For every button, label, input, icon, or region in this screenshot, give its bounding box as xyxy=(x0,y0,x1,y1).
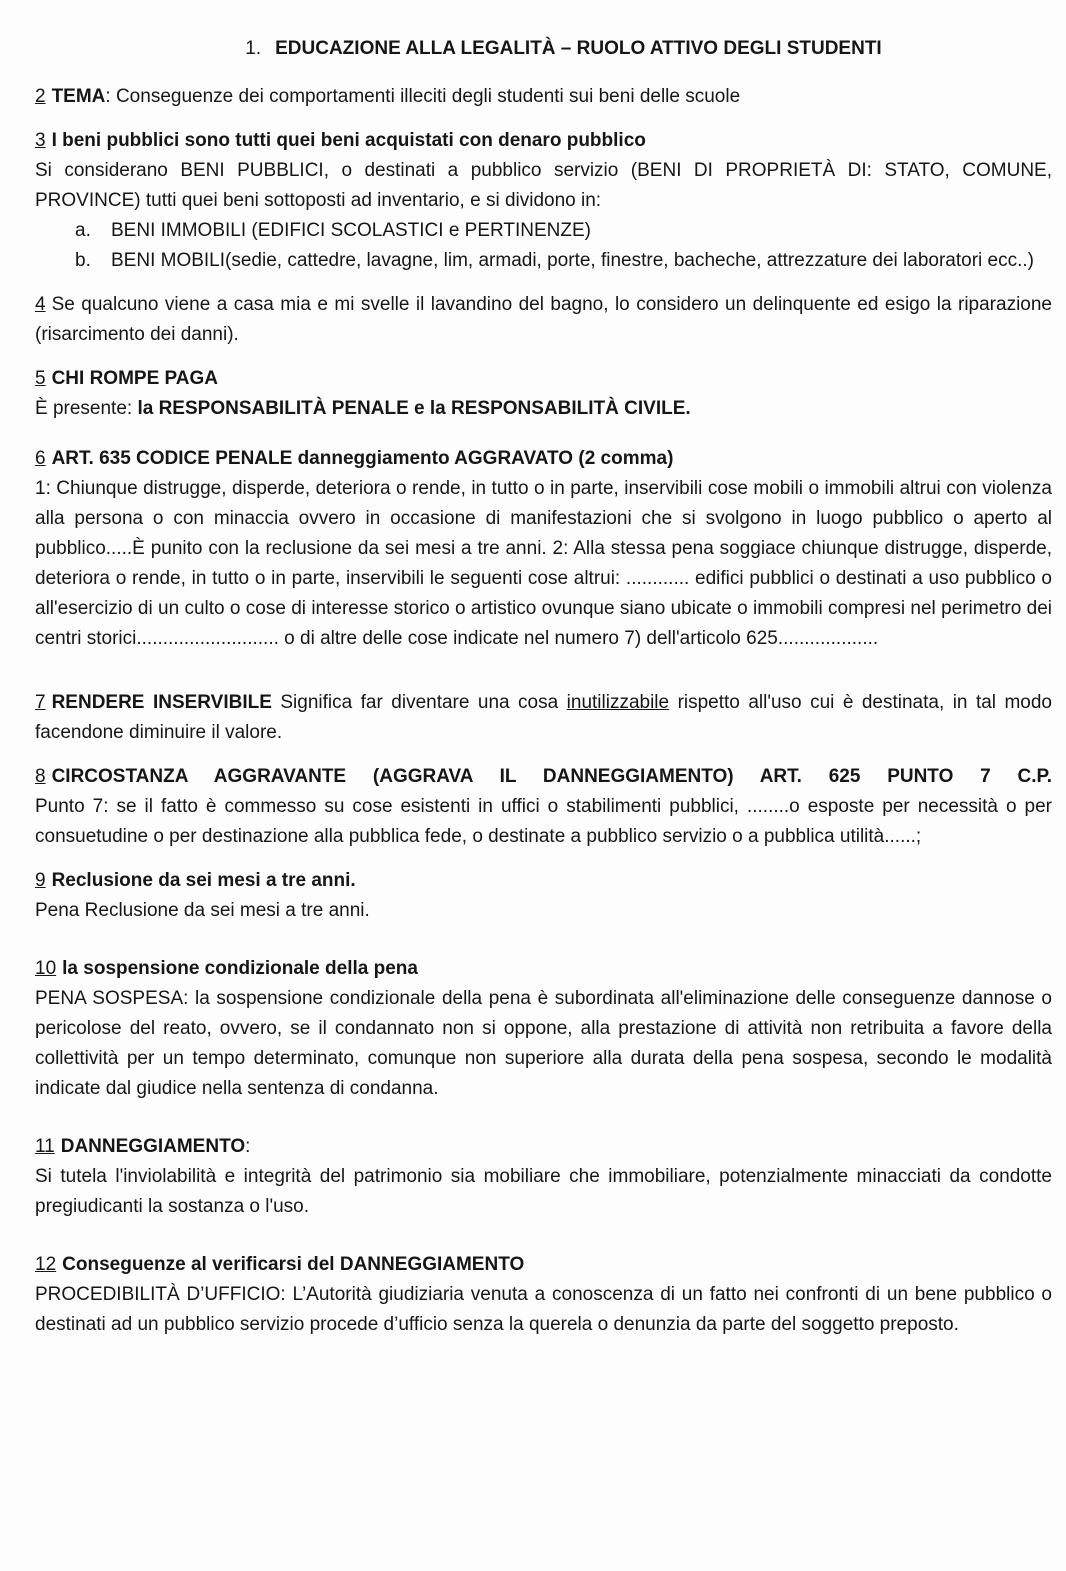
section-heading: Reclusione da sei mesi a tre anni. xyxy=(51,870,356,891)
section-heading: Conseguenze al verificarsi del DANNEGGIAMENTO xyxy=(62,1254,525,1275)
list-text: BENI MOBILI(sedie, cattedre, lavagne, lim, armadi, porte, finestre, bacheche, attrezzature dei laboratori ecc..) xyxy=(111,250,1034,271)
title-text: EDUCAZIONE ALLA LEGALITÀ – RUOLO ATTIVO DEGLI STUDENTI xyxy=(275,38,882,59)
section-9 xyxy=(35,866,1052,926)
section-text: Significa far diventare una cosa xyxy=(271,692,567,713)
section-12 xyxy=(35,1250,1052,1340)
heading-colon: : xyxy=(245,1136,251,1157)
section-body: PROCEDIBILITÀ D’UFFICIO: L’Autorità giudiziaria venuta a conoscenza di un fatto nei confronti di un bene pubblico o destinati ad un pubblico servizio procede d’ufficio senza la querela o denunzia da parte del soggetto preposto. xyxy=(35,1284,1052,1335)
section-body: Pena Reclusione da sei mesi a tre anni. xyxy=(35,900,370,921)
underlined-term: inutilizzabile xyxy=(566,692,670,713)
section-heading: CHI ROMPE PAGA xyxy=(51,368,219,389)
section-text: rispetto all'uso cui è destinata, in tal modo facendone diminuire il valore. xyxy=(35,692,1052,743)
section-number: 3 xyxy=(35,130,46,151)
section-body: Si tutela l'inviolabilità e integrità del patrimonio sia mobiliare che immobiliare, potenzialmente minacciati da condotte pregiudicanti la sostanza o l'uso. xyxy=(35,1166,1052,1217)
section-number: 5 xyxy=(35,368,46,389)
list-marker: a. xyxy=(75,220,91,241)
list-text: BENI IMMOBILI (EDIFICI SCOLASTICI e PERTINENZE) xyxy=(111,220,592,241)
document-title xyxy=(35,34,1052,64)
section-label: TEMA xyxy=(51,86,106,107)
section-11 xyxy=(35,1132,1052,1222)
list-item xyxy=(75,216,1052,246)
list-item xyxy=(75,246,1052,276)
section-number: 2 xyxy=(35,86,46,107)
section-bold-text: la RESPONSABILITÀ PENALE e la RESPONSABILITÀ CIVILE. xyxy=(137,398,691,419)
section-2 xyxy=(35,82,1052,112)
section-10 xyxy=(35,954,1052,1104)
section-heading: RENDERE INSERVIBILE xyxy=(51,692,272,713)
list-marker: b. xyxy=(75,250,91,271)
section-body: Punto 7: se il fatto è commesso su cose esistenti in uffici o stabilimenti pubblici, ........o esposte per necessità o per consuetudine o per destinazione alla pubblica fede, o destinate a pubblico servizio o a pubblica utilità......; xyxy=(35,796,1052,847)
section-body: Si considerano BENI PUBBLICI, o destinati a pubblico servizio (BENI DI PROPRIETÀ DI: STATO, COMUNE, PROVINCE) tutti quei beni sottoposti ad inventario, e si dividono in: xyxy=(35,160,1052,211)
section-number: 6 xyxy=(35,448,46,469)
section-text: : Conseguenze dei comportamenti illeciti degli studenti sui beni delle scuole xyxy=(105,86,741,107)
section-number: 9 xyxy=(35,870,46,891)
section-number: 10 xyxy=(35,958,57,979)
section-6 xyxy=(35,444,1052,654)
section-number: 8 xyxy=(35,766,46,787)
section-4 xyxy=(35,290,1052,350)
section-lead: È presente: xyxy=(35,398,138,419)
section-number: 4 xyxy=(35,294,46,315)
section-heading: CIRCOSTANZA AGGRAVANTE (AGGRAVA IL DANNEGGIAMENTO) ART. 625 PUNTO 7 C.P. xyxy=(51,766,1052,787)
section-heading: la sospensione condizionale della pena xyxy=(62,958,418,979)
section-body: PENA SOSPESA: la sospensione condizionale della pena è subordinata all'eliminazione delle conseguenze dannose o pericolose del reato, ovvero, se il condannato non si oppone, alla prestazione di attività non retribuita a favore della collettività per un tempo determinato, comunque non superiore alla durata della pena sospesa, secondo le modalità indicate dal giudice nella sentenza di condanna. xyxy=(35,988,1052,1099)
section-body: 1: Chiunque distrugge, disperde, deteriora o rende, in tutto o in parte, inservibili cose mobili o immobili altrui con violenza alla persona o con minaccia ovvero in occasione di manifestazioni che si svolgono in luogo pubblico o aperto al pubblico.....È punito con la reclusione da sei mesi a tre anni. 2: Alla stessa pena soggiace chiunque distrugge, disperde, deteriora o rende, in tutto o in parte, inservibili le seguenti cose altrui: ............ edifici pubblici o destinati a uso pubblico o all'esercizio di un culto o cose di interesse storico o artistico ovunque siano ubicate o immobili compresi nel perimetro dei centri storici........................... o di altre delle cose indicate nel numero 7) dell'articolo 625................... xyxy=(35,478,1052,649)
section-7 xyxy=(35,688,1052,748)
section-heading: DANNEGGIAMENTO xyxy=(60,1136,246,1157)
section-heading: I beni pubblici sono tutti quei beni acquistati con denaro pubblico xyxy=(51,130,646,151)
section-5 xyxy=(35,364,1052,424)
section-3 xyxy=(35,126,1052,276)
section-8 xyxy=(35,762,1052,852)
section-text: Se qualcuno viene a casa mia e mi svelle il lavandino del bagno, lo considero un delinquente ed esigo la riparazione (risarcimento dei danni). xyxy=(35,294,1052,345)
section-number: 11 xyxy=(35,1136,55,1157)
section-number: 7 xyxy=(35,692,46,713)
section-heading: ART. 635 CODICE PENALE danneggiamento AGGRAVATO (2 comma) xyxy=(51,448,674,469)
title-number: 1. xyxy=(245,38,262,59)
section-number: 12 xyxy=(35,1254,57,1275)
asset-list xyxy=(35,216,1052,276)
